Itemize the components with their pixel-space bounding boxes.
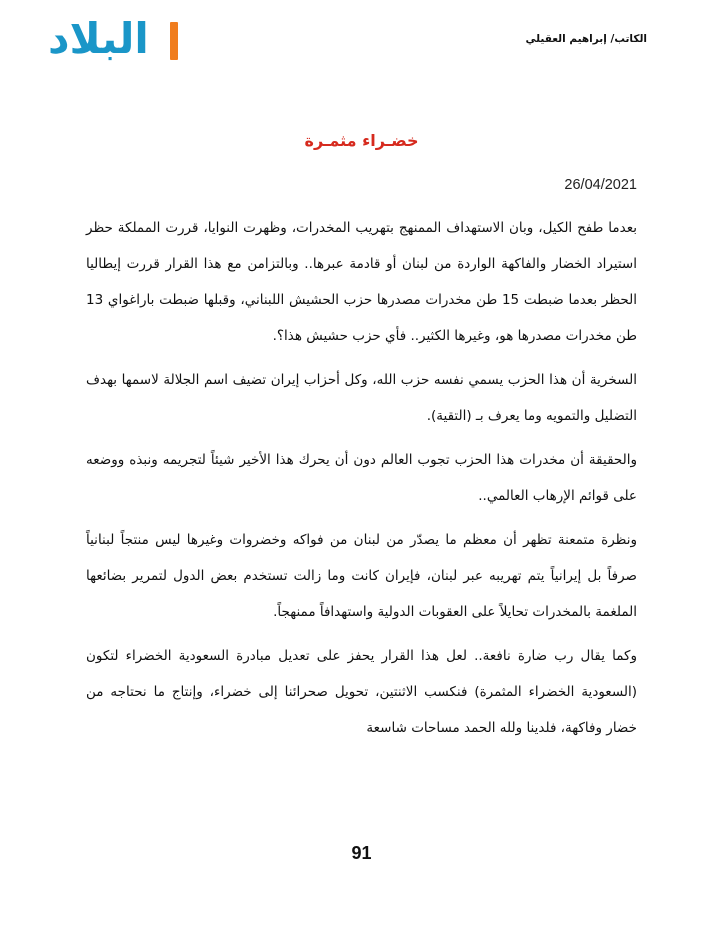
albilad-logo (48, 14, 285, 68)
logo-subtext: ALBILAD (278, 14, 285, 44)
paragraph-3: والحقيقة أن مخدرات هذا الحزب تجوب العالم دون أن يحرك هذا الأخير شيئاً لتجريمه ونبذه ووضعه على قوائم الإرهاب العالمي.. (86, 452, 637, 504)
logo-wordmark: البلاد (48, 14, 149, 63)
paragraph-5: وكما يقال رب ضارة نافعة.. لعل هذا القرار يحفز على تعديل مبادرة السعودية الخضراء لتكون (السعودية الخضراء المثمرة) فنكسب الاثنتين، تحويل صحرائنا إلى خضراء، وإنتاج ما نحتاجه من خضار وفاكهة، فلدينا ولله الحمد مساحات شاسعة (86, 648, 637, 736)
article-body (86, 210, 637, 754)
paragraph-1: بعدما طفح الكيل، وبان الاستهداف الممنهج بتهريب المخدرات، وظهرت النوايا، قررت المملكة حظر استيراد الخضار والفاكهة الواردة من لبنان أو قادمة عبرها.. وبالتزامن مع هذا القرار قررت إيطاليا الحظر بعدما ضبطت 15 طن مخدرات مصدرها حزب الحشيش اللبناني، وقبلها ضبطت باراغواي 13 طن مخدرات مصدرها هو، وغيرها الكثير.. فأي حزب حشيش هذا؟. (86, 220, 637, 344)
paragraph-2: السخرية أن هذا الحزب يسمي نفسه حزب الله، وكل أحزاب إيران تضيف اسم الجلالة لاسمها بهدف التضليل والتمويه وما يعرف بـ (التقية). (86, 372, 637, 424)
article-date: 26/04/2021 (564, 177, 637, 193)
article-title: خضـراء مثمـرة (304, 131, 419, 150)
logo-accent-strip (170, 14, 285, 60)
paragraph-4: ونظرة متمعنة تظهر أن معظم ما يصدّر من لبنان من فواكه وخضروات وغيرها ليس منتجاً لبنانياً صرفاً بل إيرانياً يتم تهريبه عبر لبنان، فإيران كانت وما زالت تستخدم بعض الدول لتمرير بضائعها الملغمة بالمخدرات تحايلاً على العقوبات الدولية واستهدافاً ممنهجاً. (86, 532, 637, 620)
author-byline: الكاتب/ إبراهيم العقيلي (525, 33, 647, 45)
page-number: 91 (351, 843, 372, 863)
